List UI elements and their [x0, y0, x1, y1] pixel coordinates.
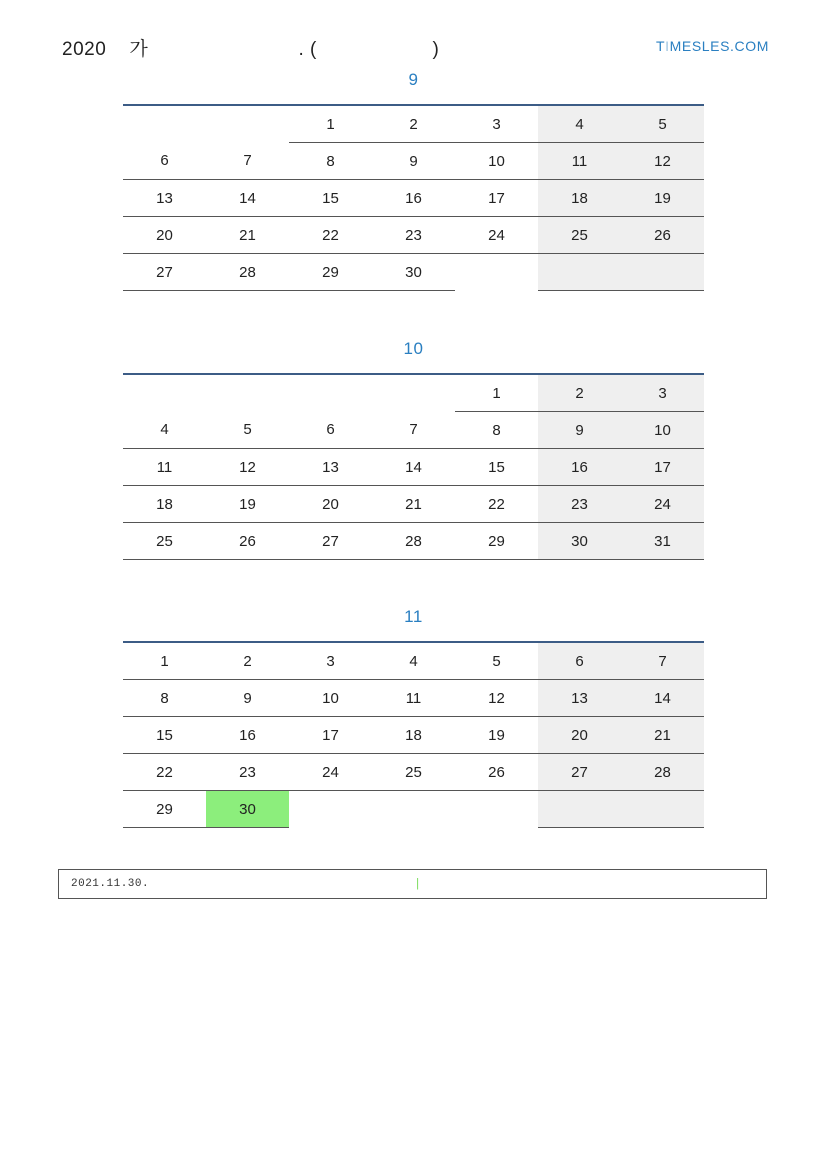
- day-cell[interactable]: 13: [289, 449, 372, 486]
- day-cell[interactable]: 6: [538, 642, 621, 680]
- day-cell[interactable]: 26: [621, 217, 704, 254]
- day-cell[interactable]: 29: [289, 254, 372, 291]
- day-cell[interactable]: 25: [123, 523, 206, 560]
- day-cell[interactable]: 30: [372, 254, 455, 291]
- week-row: [123, 486, 704, 523]
- day-cell[interactable]: 15: [123, 717, 206, 754]
- day-cell[interactable]: 3: [621, 374, 704, 412]
- day-cell-empty: [372, 374, 455, 412]
- day-cell[interactable]: 12: [621, 143, 704, 180]
- day-cell[interactable]: 22: [123, 754, 206, 791]
- week-row: [123, 642, 704, 680]
- day-cell-empty: [289, 374, 372, 412]
- day-cell[interactable]: 13: [123, 180, 206, 217]
- day-cell[interactable]: 17: [289, 717, 372, 754]
- brand-separator: I: [665, 38, 670, 54]
- text-cursor-icon: |: [414, 877, 422, 891]
- day-cell[interactable]: 11: [372, 680, 455, 717]
- day-cell-empty: [538, 254, 621, 291]
- day-cell[interactable]: 23: [206, 754, 289, 791]
- month-title: 9: [408, 70, 419, 89]
- day-cell[interactable]: 14: [372, 449, 455, 486]
- week-row: [123, 523, 704, 560]
- day-cell[interactable]: 22: [289, 217, 372, 254]
- day-cell[interactable]: 4: [123, 412, 206, 449]
- day-cell[interactable]: 28: [206, 254, 289, 291]
- day-cell[interactable]: 19: [621, 180, 704, 217]
- day-cell[interactable]: 10: [289, 680, 372, 717]
- day-cell[interactable]: 29: [123, 791, 206, 828]
- month-block-11: [0, 607, 827, 828]
- day-cell[interactable]: 8: [123, 680, 206, 717]
- week-row: [123, 217, 704, 254]
- month-table: [123, 104, 704, 291]
- day-cell[interactable]: 19: [206, 486, 289, 523]
- day-cell[interactable]: 2: [538, 374, 621, 412]
- day-cell[interactable]: 7: [621, 642, 704, 680]
- day-cell[interactable]: 30: [538, 523, 621, 560]
- day-cell[interactable]: 5: [206, 412, 289, 449]
- day-cell[interactable]: 18: [123, 486, 206, 523]
- day-cell[interactable]: 21: [372, 486, 455, 523]
- day-cell[interactable]: 4: [372, 642, 455, 680]
- day-cell-empty: [123, 374, 206, 412]
- day-cell[interactable]: 6: [123, 143, 206, 180]
- week-row: [123, 449, 704, 486]
- day-cell[interactable]: 6: [289, 412, 372, 449]
- day-cell[interactable]: 8: [455, 412, 538, 449]
- page-title: 2020 가 . ( ): [62, 39, 440, 60]
- month-title: 10: [403, 339, 424, 358]
- week-row: [123, 717, 704, 754]
- day-cell[interactable]: 1: [455, 374, 538, 412]
- day-cell[interactable]: 15: [289, 180, 372, 217]
- week-row: [123, 412, 704, 449]
- day-cell-empty: [206, 374, 289, 412]
- day-cell[interactable]: 30: [206, 791, 289, 828]
- week-row: [123, 374, 704, 412]
- footer-date-text: 2021.11.30.: [71, 878, 150, 890]
- week-row: [123, 105, 704, 143]
- week-row: [123, 254, 704, 291]
- brand-logo: [656, 38, 769, 54]
- day-cell[interactable]: 18: [538, 180, 621, 217]
- day-cell[interactable]: 9: [372, 143, 455, 180]
- day-cell[interactable]: 15: [455, 449, 538, 486]
- day-cell[interactable]: 5: [455, 642, 538, 680]
- day-cell-empty: [455, 254, 538, 291]
- day-cell-empty: [123, 105, 206, 143]
- day-cell-empty: [538, 791, 621, 828]
- day-cell[interactable]: 26: [206, 523, 289, 560]
- day-cell[interactable]: 2: [372, 105, 455, 143]
- day-cell[interactable]: 16: [538, 449, 621, 486]
- day-cell-empty: [372, 791, 455, 828]
- day-cell-empty: [289, 791, 372, 828]
- brand-suffix: MESLES.COM: [669, 38, 769, 54]
- day-cell[interactable]: 24: [455, 217, 538, 254]
- footer-note-box: [58, 869, 767, 899]
- day-cell[interactable]: 2: [206, 642, 289, 680]
- day-cell[interactable]: 14: [206, 180, 289, 217]
- day-cell[interactable]: 3: [455, 105, 538, 143]
- day-cell[interactable]: 9: [538, 412, 621, 449]
- day-cell[interactable]: 20: [289, 486, 372, 523]
- day-cell-empty: [621, 791, 704, 828]
- day-cell[interactable]: 12: [455, 680, 538, 717]
- day-cell[interactable]: 31: [621, 523, 704, 560]
- day-cell-empty: [206, 105, 289, 143]
- day-cell[interactable]: 16: [206, 717, 289, 754]
- day-cell[interactable]: 25: [372, 754, 455, 791]
- month-title: 11: [404, 607, 423, 626]
- day-cell[interactable]: 1: [289, 105, 372, 143]
- day-cell-empty: [455, 791, 538, 828]
- day-cell[interactable]: 13: [538, 680, 621, 717]
- day-cell[interactable]: 25: [538, 217, 621, 254]
- day-cell[interactable]: 24: [621, 486, 704, 523]
- day-cell[interactable]: 7: [372, 412, 455, 449]
- day-cell[interactable]: 29: [455, 523, 538, 560]
- week-row: [123, 180, 704, 217]
- day-cell[interactable]: 20: [123, 217, 206, 254]
- day-cell[interactable]: 16: [372, 180, 455, 217]
- day-cell[interactable]: 28: [372, 523, 455, 560]
- day-cell[interactable]: 8: [289, 143, 372, 180]
- day-cell[interactable]: 11: [538, 143, 621, 180]
- day-cell[interactable]: 7: [206, 143, 289, 180]
- day-cell[interactable]: 19: [455, 717, 538, 754]
- day-cell[interactable]: 4: [538, 105, 621, 143]
- day-cell[interactable]: 27: [289, 523, 372, 560]
- day-cell[interactable]: 27: [538, 754, 621, 791]
- day-cell[interactable]: 10: [455, 143, 538, 180]
- month-block-9: [0, 70, 827, 291]
- month-table: [123, 373, 704, 560]
- day-cell[interactable]: 14: [621, 680, 704, 717]
- day-cell[interactable]: 18: [372, 717, 455, 754]
- week-row: [123, 143, 704, 180]
- day-cell[interactable]: 17: [455, 180, 538, 217]
- day-cell[interactable]: 12: [206, 449, 289, 486]
- week-row: [123, 680, 704, 717]
- day-cell[interactable]: 3: [289, 642, 372, 680]
- day-cell[interactable]: 26: [455, 754, 538, 791]
- page-header: [0, 16, 827, 60]
- day-cell[interactable]: 9: [206, 680, 289, 717]
- day-cell[interactable]: 22: [455, 486, 538, 523]
- week-row: [123, 791, 704, 828]
- month-block-10: [0, 339, 827, 560]
- month-table: [123, 641, 704, 828]
- day-cell[interactable]: 28: [621, 754, 704, 791]
- day-cell[interactable]: 10: [621, 412, 704, 449]
- day-cell[interactable]: 20: [538, 717, 621, 754]
- day-cell[interactable]: 11: [123, 449, 206, 486]
- day-cell[interactable]: 23: [538, 486, 621, 523]
- day-cell[interactable]: 23: [372, 217, 455, 254]
- day-cell[interactable]: 24: [289, 754, 372, 791]
- day-cell[interactable]: 1: [123, 642, 206, 680]
- week-row: [123, 754, 704, 791]
- day-cell[interactable]: 5: [621, 105, 704, 143]
- day-cell-empty: [621, 254, 704, 291]
- day-cell[interactable]: 21: [621, 717, 704, 754]
- brand-prefix: T: [655, 38, 666, 54]
- day-cell[interactable]: 21: [206, 217, 289, 254]
- day-cell[interactable]: 17: [621, 449, 704, 486]
- day-cell[interactable]: 27: [123, 254, 206, 291]
